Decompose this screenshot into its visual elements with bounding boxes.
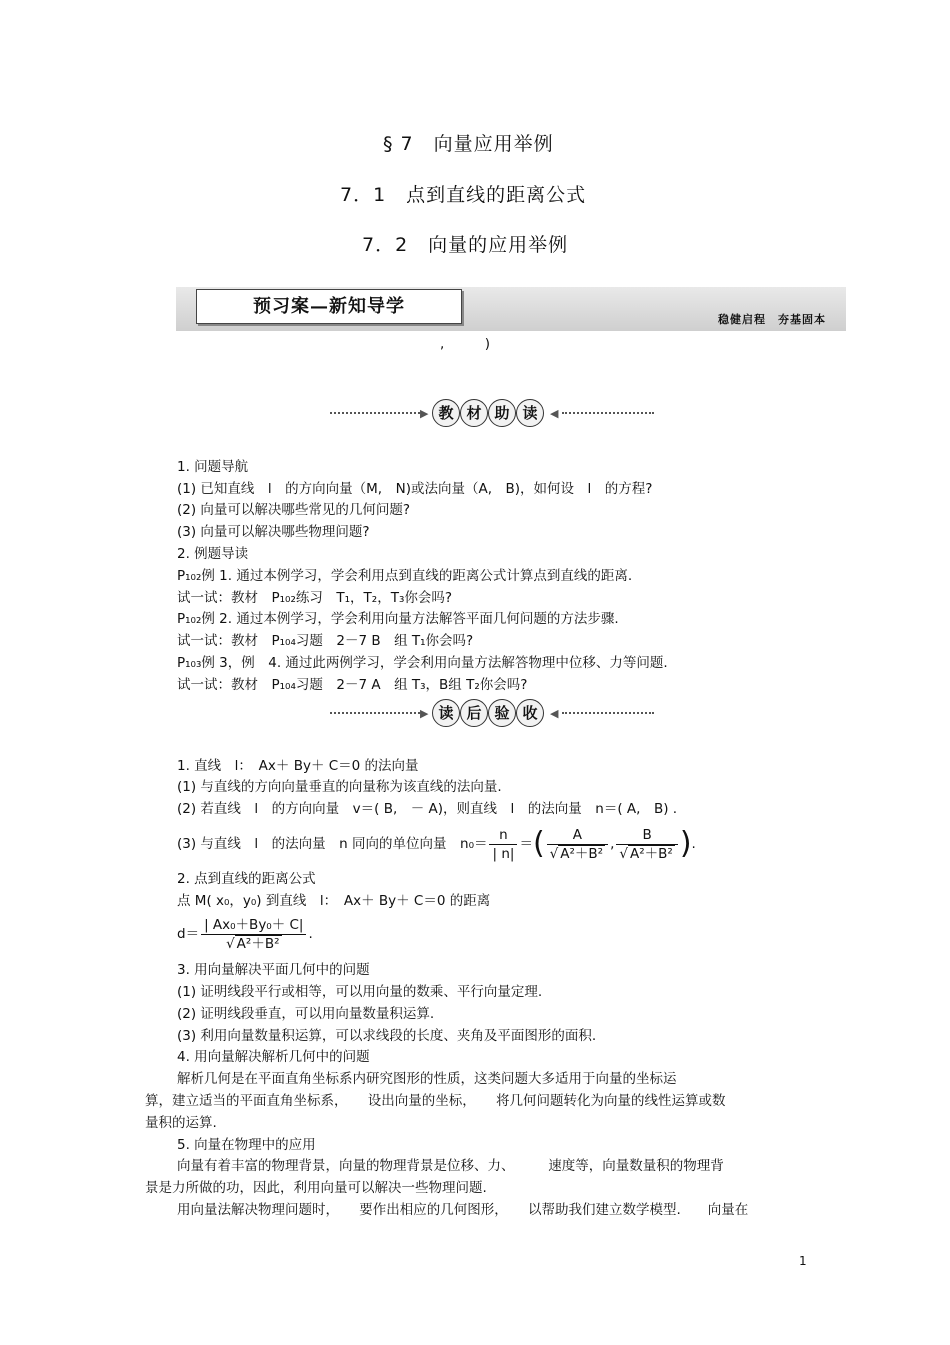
banner-slogan: 稳健启程 夯基固本: [718, 313, 826, 326]
heading-char: 教: [432, 399, 460, 427]
paragraph-line: 用向量法解决物理问题时， 要作出相应的几何图形， 以帮助我们建立数学模型. 向量在: [177, 1202, 749, 1218]
fraction-numerator: B: [616, 826, 677, 845]
formula-prefix: (3) 与直线 l 的法向量 n 同向的单位向量 n₀＝: [177, 836, 488, 852]
review-line: (2) 证明线段垂直，可以用向量数量积运算.: [177, 1006, 435, 1022]
arrow-left-icon: ◀: [550, 407, 559, 420]
fraction-n-over-abs-n: [489, 826, 517, 863]
dotted-rule-right: [562, 712, 654, 714]
guide-line: P₁₀₃例 3，例 4. 通过此两例学习，学会利用向量方法解答物理中位移、力等问题.: [177, 655, 668, 671]
arrow-right-icon: ▶: [420, 707, 429, 720]
heading-char: 收: [516, 699, 544, 727]
dotted-rule-left: [330, 712, 420, 714]
fraction-b-over-root: [616, 826, 677, 863]
heading-char: 读: [432, 699, 460, 727]
review-line: 1. 直线 l： Ax＋ By＋ C＝0 的法向量: [177, 758, 419, 774]
paragraph-line: 向量有着丰富的物理背景，向量的物理背景是位移、力、 速度等，向量数量积的物理背: [177, 1158, 724, 1174]
review-line: (3) 利用向量数量积运算，可以求线段的长度、夹角及平面图形的面积.: [177, 1028, 597, 1044]
review-line: (1) 证明线段平行或相等，可以用向量的数乘、平行向量定理.: [177, 984, 543, 1000]
heading-char: 助: [488, 399, 516, 427]
paragraph-line: 量积的运算.: [145, 1115, 217, 1131]
arrow-right-icon: ▶: [420, 407, 429, 420]
period: .: [691, 836, 696, 852]
fraction-denominator: √ A²＋B²: [619, 845, 673, 862]
radicand: A²＋B²: [236, 935, 280, 952]
fraction-numerator: A: [547, 826, 608, 845]
comma: ,: [610, 836, 615, 852]
stray-mark: , ): [440, 336, 491, 352]
banner-title: 预习案—新知导学: [196, 289, 462, 324]
guide-line: (1) 已知直线 l 的方向向量（M, N)或法向量（A, B)，如何设 l 的方程?: [177, 481, 653, 497]
guide-line: 2. 例题导读: [177, 546, 249, 562]
fraction-denominator: | n|: [492, 845, 515, 862]
guide-line: (2) 向量可以解决哪些常见的几何问题?: [177, 502, 411, 518]
distance-fraction: [201, 916, 306, 953]
review-line: 5. 向量在物理中的应用: [177, 1137, 316, 1153]
distance-formula: [177, 912, 313, 956]
guide-line: P₁₀₂例 2. 通过本例学习，学会利用向量方法解答平面几何问题的方法步骤.: [177, 611, 619, 627]
review-line: 2. 点到直线的距离公式: [177, 871, 316, 887]
paragraph-line: 解析几何是在平面直角坐标系内研究图形的性质，这类问题大多适用于向量的坐标运: [177, 1071, 677, 1087]
radicand: A²＋B²: [630, 845, 673, 862]
review-line: (1) 与直线的方向向量垂直的向量称为该直线的法向量.: [177, 779, 502, 795]
dotted-rule-left: [330, 412, 420, 414]
section-head-guide: [326, 398, 656, 428]
heading-char: 验: [488, 699, 516, 727]
guide-line: P₁₀₂例 1. 通过本例学习，学会利用点到直线的距离公式计算点到直线的距离.: [177, 568, 633, 584]
review-line: 点 M( x₀，y₀) 到直线 l： Ax＋ By＋ C＝0 的距离: [177, 893, 491, 909]
subsection-title-1: 7．1 点到直线的距离公式: [340, 184, 587, 206]
heading-char: 材: [460, 399, 488, 427]
open-paren: (: [532, 826, 545, 861]
period: .: [308, 926, 313, 942]
section-title: § 7 向量应用举例: [383, 133, 554, 155]
review-line: 4. 用向量解决解析几何中的问题: [177, 1049, 370, 1065]
review-line: 3. 用向量解决平面几何中的问题: [177, 962, 370, 978]
fraction-numerator: n: [489, 826, 517, 845]
fraction-numerator: | Ax₀＋By₀＋ C|: [201, 916, 306, 935]
guide-line: 试一试：教材 P₁₀₄习题 2－7 B 组 T₁你会吗?: [177, 633, 474, 649]
guide-line: 试一试：教材 P₁₀₄习题 2－7 A 组 T₃，B组 T₂你会吗?: [177, 677, 528, 693]
heading-char: 后: [460, 699, 488, 727]
guide-line: 试一试：教材 P₁₀₂练习 T₁，T₂，T₃你会吗?: [177, 590, 453, 606]
heading-char: 读: [516, 399, 544, 427]
formula-prefix: d＝: [177, 926, 200, 942]
guide-line: (3) 向量可以解决哪些物理问题?: [177, 524, 370, 540]
review-line: (2) 若直线 l 的方向向量 v＝( B, － A)，则直线 l 的法向量 n＝( A, B) .: [177, 801, 678, 817]
guide-line: 1. 问题导航: [177, 459, 249, 475]
section-head-review: [326, 698, 656, 728]
unit-normal-formula: [177, 822, 696, 866]
fraction-a-over-root: [547, 826, 608, 863]
preview-banner: [176, 287, 846, 331]
page-number: 1: [799, 1254, 807, 1268]
close-paren: ): [679, 826, 692, 861]
radicand: A²＋B²: [560, 845, 604, 862]
equals-sign: ＝: [519, 836, 533, 852]
dotted-rule-right: [562, 412, 654, 414]
paragraph-line: 算，建立适当的平面直角坐标系， 设出向量的坐标， 将几何问题转化为向量的线性运算或数: [145, 1093, 726, 1109]
subsection-title-2: 7．2 向量的应用举例: [362, 234, 569, 256]
fraction-denominator: √ A²＋B²: [549, 845, 604, 862]
fraction-denominator: √ A²＋B²: [226, 935, 280, 952]
arrow-left-icon: ◀: [550, 707, 559, 720]
paragraph-line: 景是力所做的功，因此，利用向量可以解决一些物理问题.: [145, 1180, 487, 1196]
